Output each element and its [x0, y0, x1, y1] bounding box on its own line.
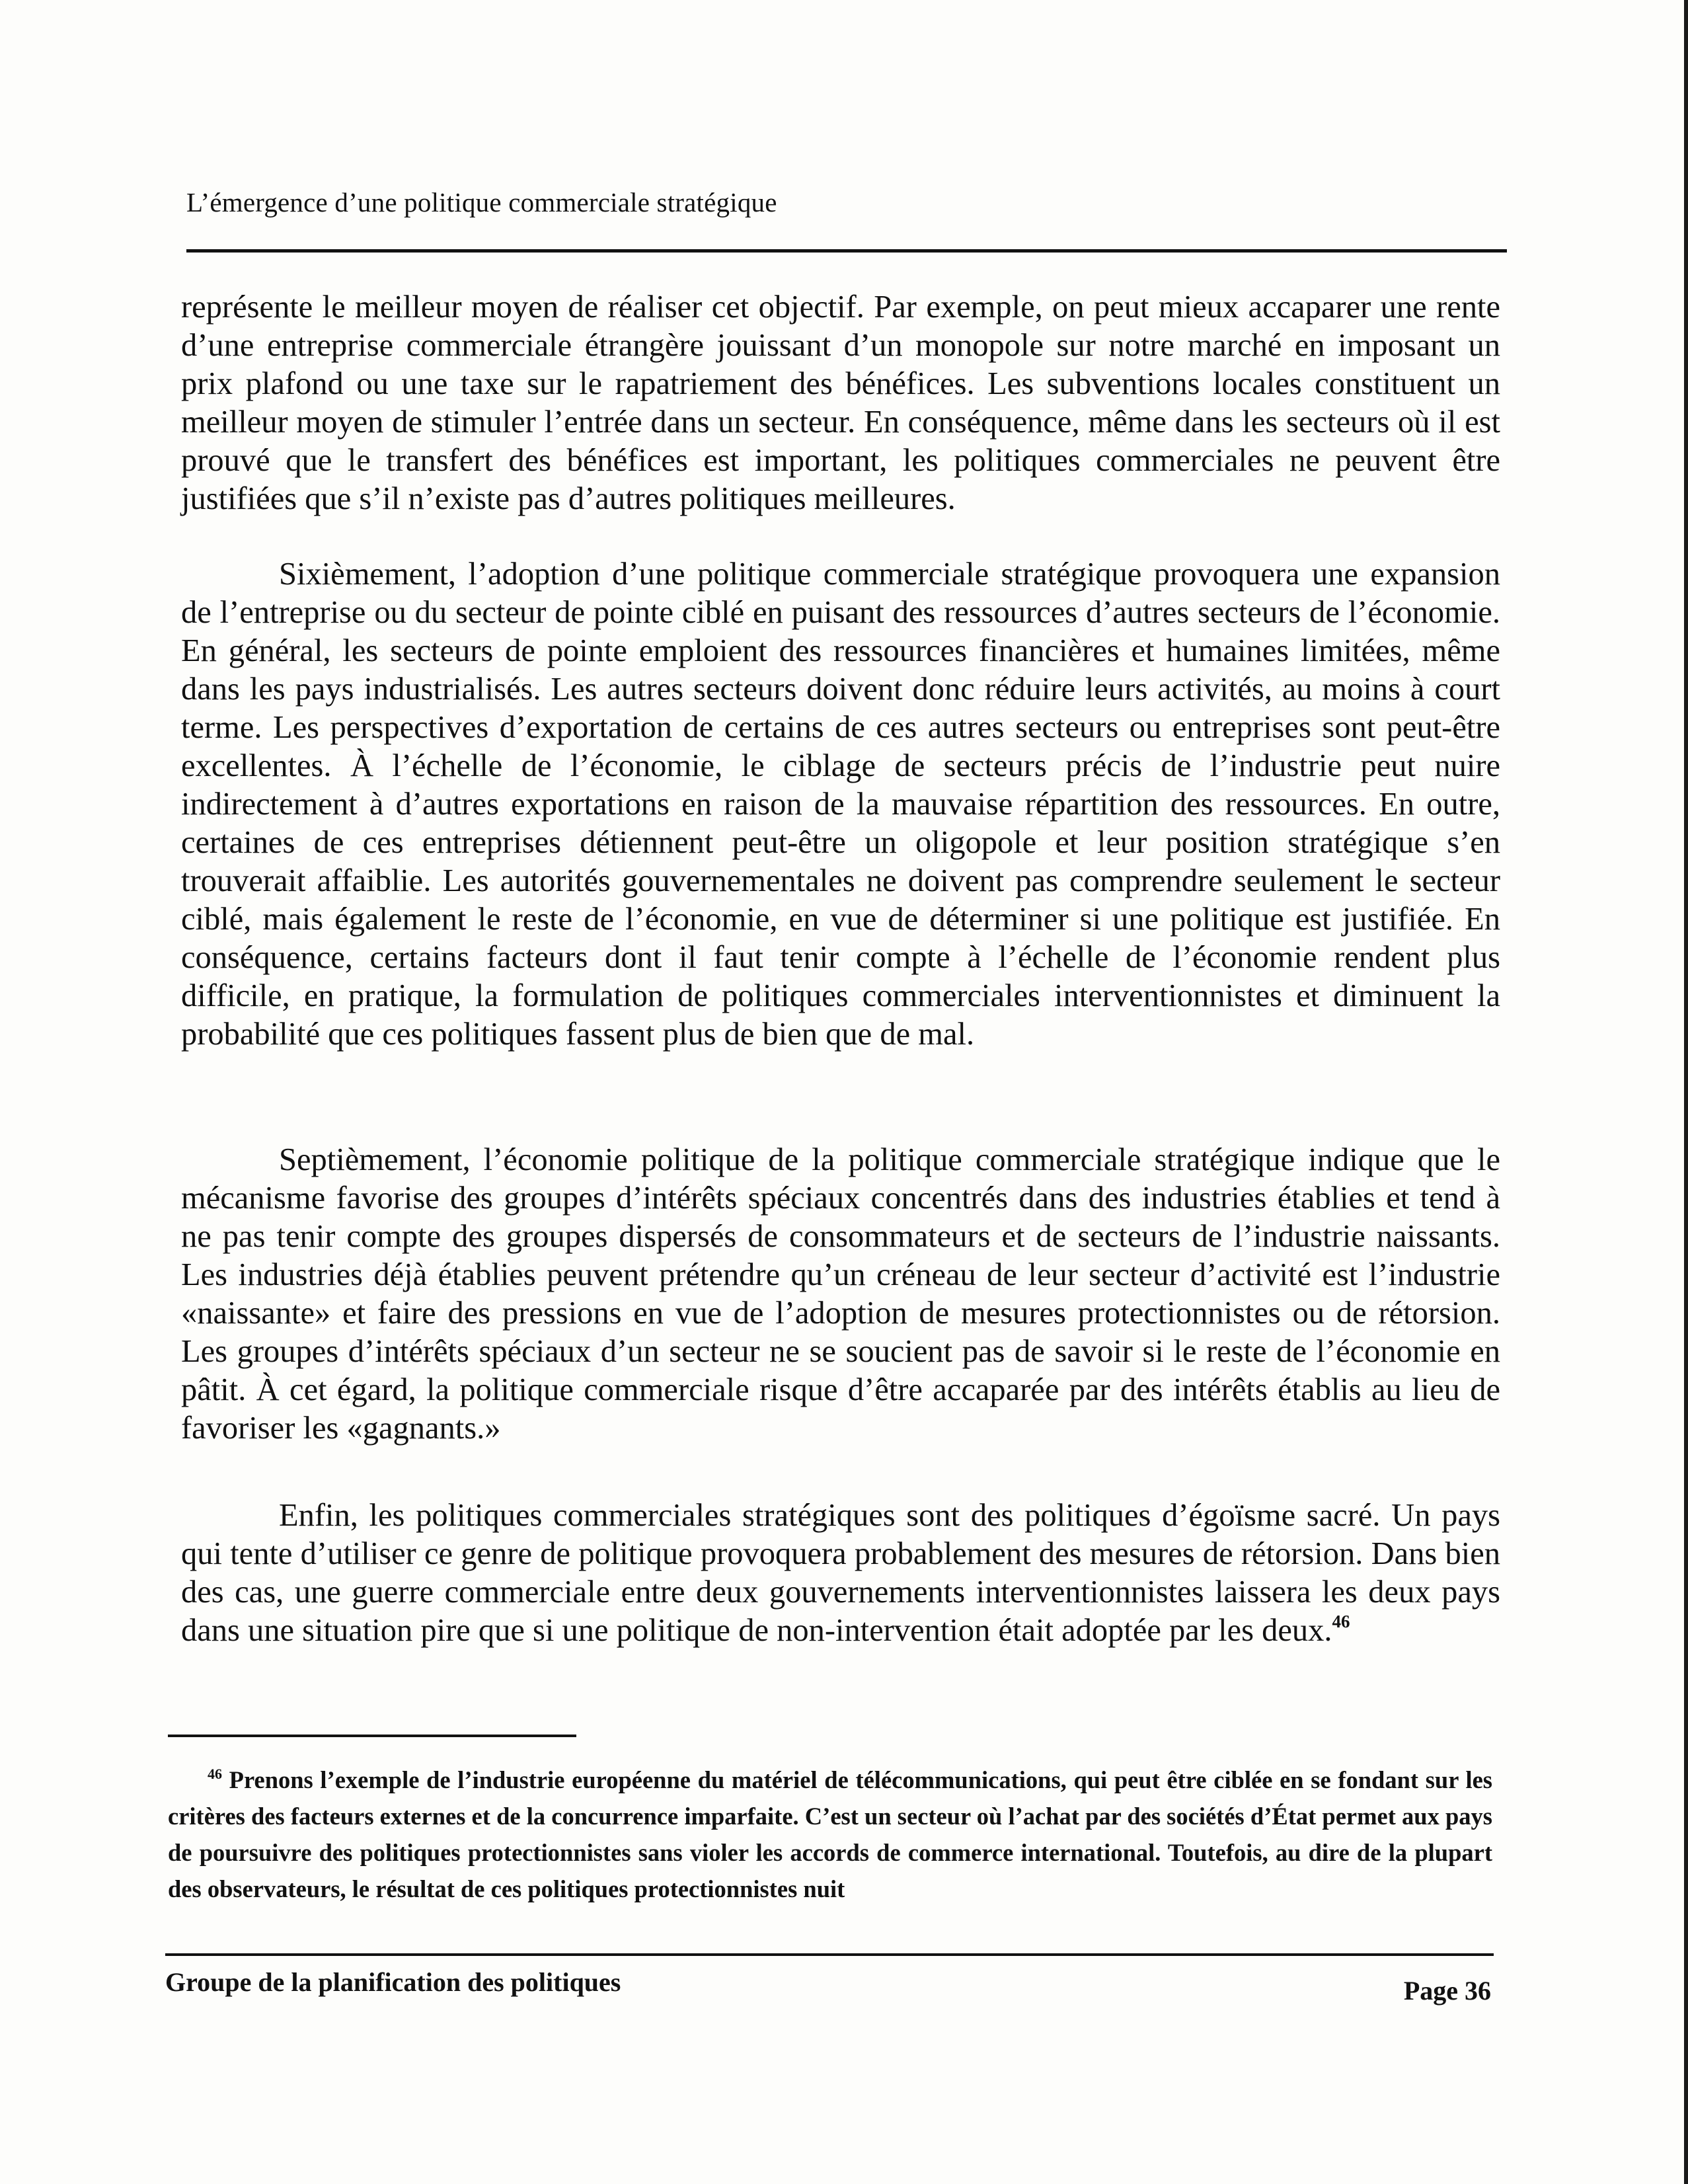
- running-header: L’émergence d’une politique commerciale stratégique: [186, 187, 777, 217]
- footnote-number: 46: [208, 1766, 222, 1782]
- paragraph-enfin: [181, 1497, 1500, 1650]
- paragraph-septiemement: Septièmement, l’économie politique de la politique commerciale stratégique indique que le mécanisme favorise des groupes d’intérêts spéciaux concentrés dans des industries établies et tend à ne pas tenir compte des groupes dispersés de consommateurs et de secteurs de l’industrie naissants. Les industries déjà établies peuvent prétendre qu’un créneau de leur secteur d’activité est l’industrie «naissante» et faire des pressions en vue de l’adoption de mesures protectionnistes ou de rétorsion. Les groupes d’intérêts spéciaux d’un secteur ne se soucient pas de savoir si le reste de l’économie en pâtit. À cet égard, la politique commerciale risque d’être accaparée par des intérêts établis au lieu de favoriser les «gagnants.»: [181, 1142, 1500, 1446]
- footnote-text: Prenons l’exemple de l’industrie européenne du matériel de télécommunications, qui peut être ciblée en se fondant sur les critères des facteurs externes et de la concurrence imparfaite. C’est un secteur où l’achat par des sociétés d’État permet aux pays de poursuivre des politiques protectionnistes sans violer les accords de commerce international. Toutefois, au dire de la plupart des observateurs, le résultat de ces politiques protectionnistes nuit: [168, 1766, 1492, 1902]
- footer-organization: Groupe de la planification des politiques: [165, 1967, 621, 1997]
- paragraph-continuation: représente le meilleur moyen de réaliser cet objectif. Par exemple, on peut mieux accaparer une rente d’une entreprise commerciale étrangère jouissant d’un monopole sur notre marché en imposant un prix plafond ou une taxe sur le rapatriement des bénéfices. Les subventions locales constituent un meilleur moyen de stimuler l’entrée dans un secteur. En conséquence, même dans les secteurs où il est prouvé que le transfert des bénéfices est important, les politiques commerciales ne peuvent être justifiées que s’il n’existe pas d’autres politiques meilleures.: [181, 290, 1500, 516]
- paragraph-enfin-text: Enfin, les politiques commerciales stratégiques sont des politiques d’égoïsme sacré. Un pays qui tente d’utiliser ce genre de politique provoquera probablement des mesures de rétorsion. Dans bien des cas, une guerre commerciale entre deux gouvernements interventionnistes laissera les deux pays dans une situation pire que si une politique de non-intervention était adoptée par les deux.: [181, 1498, 1500, 1648]
- footer-rule: [165, 1953, 1494, 1956]
- header-rule: [186, 249, 1507, 253]
- footnote-separator: [168, 1735, 576, 1737]
- scan-page-edge: [1684, 0, 1688, 2184]
- footnote: [168, 1762, 1492, 1907]
- paragraph-sixiemement: Sixièmement, l’adoption d’une politique commerciale stratégique provoquera une expansion de l’entreprise ou du secteur de pointe ciblé en puisant des ressources d’autres secteurs de l’économie. En général, les secteurs de pointe emploient des ressources financières et humaines limitées, même dans les pays industrialisés. Les autres secteurs doivent donc réduire leurs activités, au moins à court terme. Les perspectives d’exportation de certains de ces autres secteurs ou entreprises sont peut-être excellentes. À l’échelle de l’économie, le ciblage de secteurs précis de l’industrie peut nuire indirectement à d’autres exportations en raison de la mauvaise répartition des ressources. En outre, certaines de ces entreprises détiennent peut-être un oligopole et leur position stratégique s’en trouverait affaiblie. Les autorités gouvernementales ne doivent pas comprendre seulement le secteur ciblé, mais également le reste de l’économie, en vue de déterminer si une politique est justifiée. En conséquence, certains facteurs dont il faut tenir compte à l’échelle de l’économie rendent plus difficile, en pratique, la formulation de politiques commerciales interventionnistes et diminuent la probabilité que ces politiques fassent plus de bien que de mal.: [181, 557, 1500, 1052]
- footnote-reference[interactable]: 46: [1332, 1612, 1350, 1631]
- page-number: Page 36: [1403, 1976, 1491, 2006]
